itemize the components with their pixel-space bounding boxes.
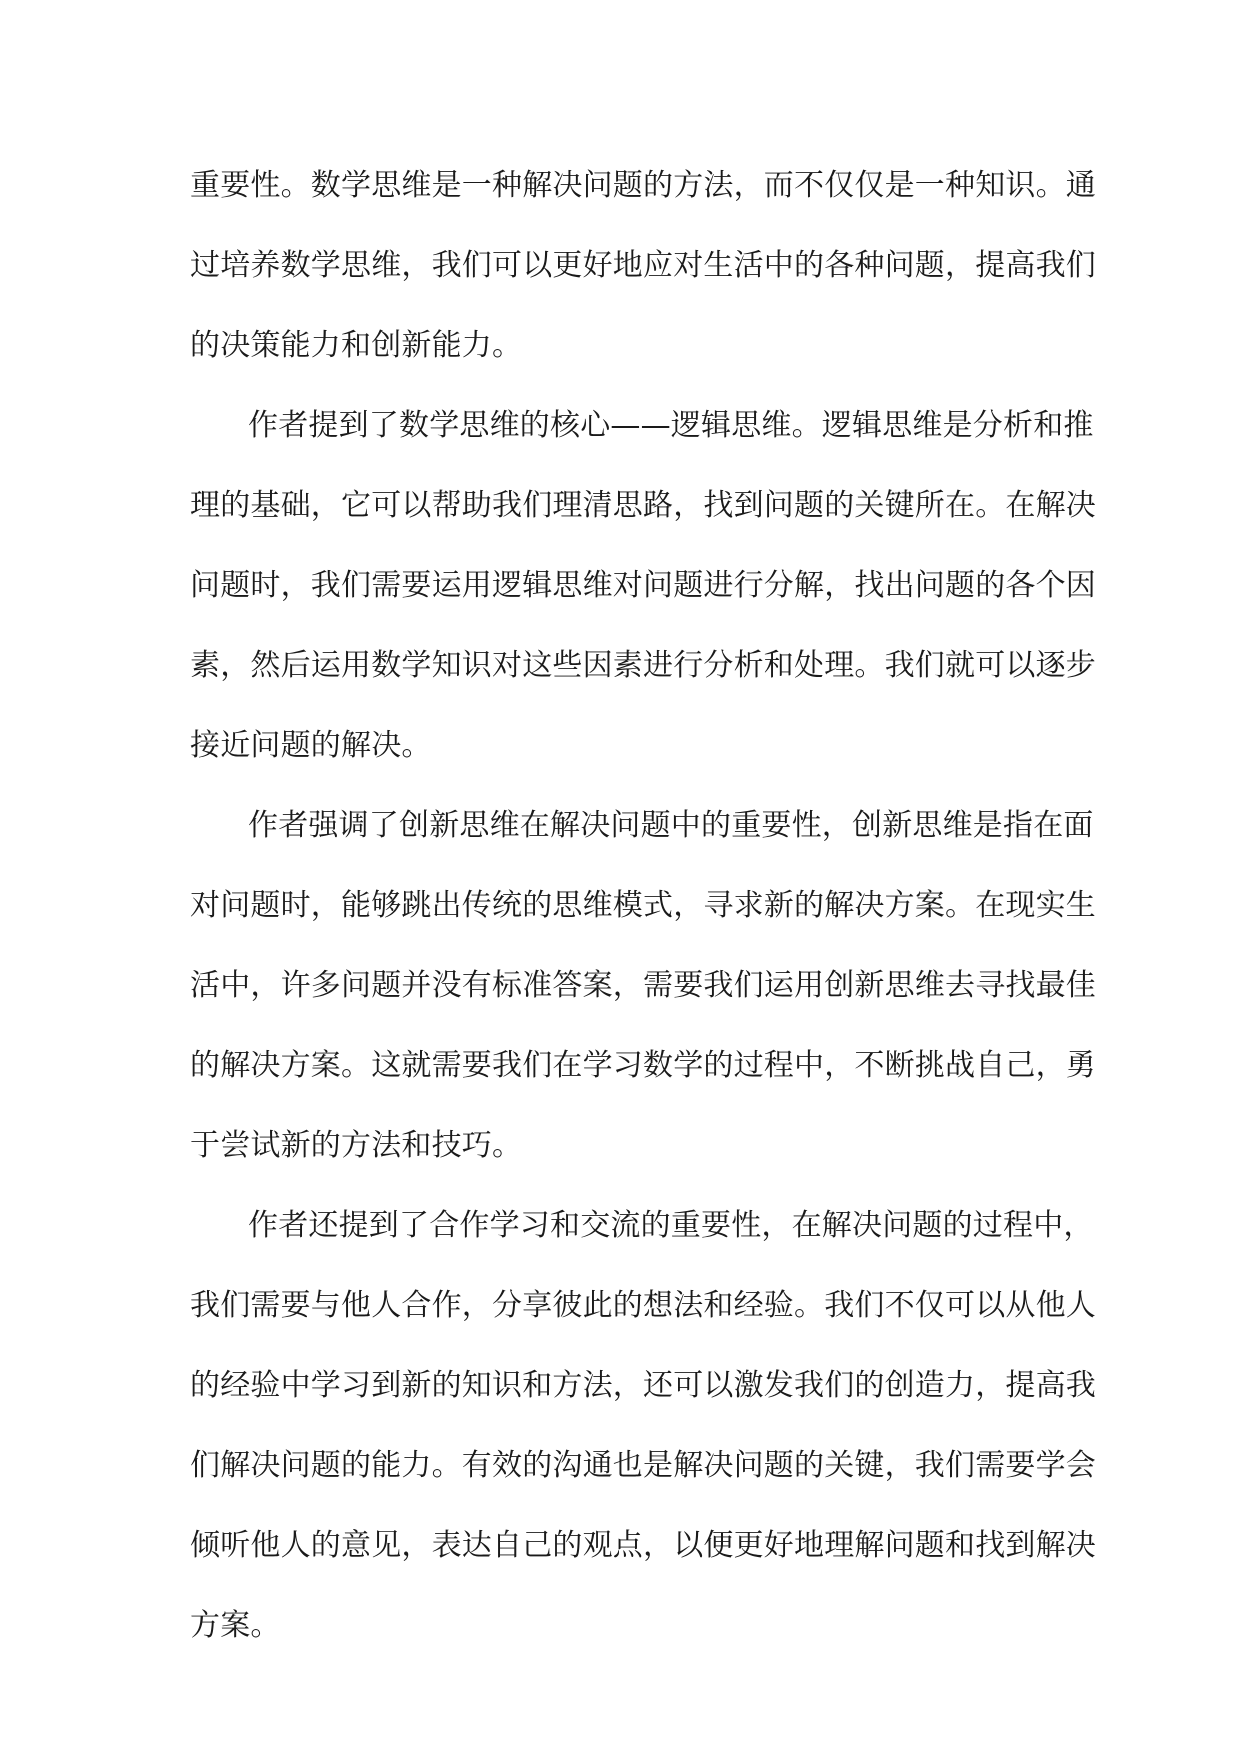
text-line: 接近问题的解决。 <box>190 728 432 763</box>
text-line: 过培养数学思维，我们可以更好地应对生活中的各种问题，提高我们 <box>190 248 1096 283</box>
text-line: 素，然后运用数学知识对这些因素进行分析和处理。我们就可以逐步 <box>190 648 1096 683</box>
text-line: 的决策能力和创新能力。 <box>190 328 523 363</box>
paragraph-first-line: 作者提到了数学思维的核心——逻辑思维。逻辑思维是分析和推 <box>248 408 1094 443</box>
text-line: 们解决问题的能力。有效的沟通也是解决问题的关键，我们需要学会 <box>190 1448 1096 1483</box>
paragraph-first-line: 作者还提到了合作学习和交流的重要性，在解决问题的过程中， <box>248 1208 1094 1243</box>
text-line: 的经验中学习到新的知识和方法，还可以激发我们的创造力，提高我 <box>190 1368 1096 1403</box>
text-line: 对问题时，能够跳出传统的思维模式，寻求新的解决方案。在现实生 <box>190 888 1096 923</box>
text-line: 理的基础，它可以帮助我们理清思路，找到问题的关键所在。在解决 <box>190 488 1096 523</box>
text-line: 我们需要与他人合作，分享彼此的想法和经验。我们不仅可以从他人 <box>190 1288 1096 1323</box>
text-line: 于尝试新的方法和技巧。 <box>190 1128 523 1163</box>
text-line: 方案。 <box>190 1608 281 1643</box>
text-line: 活中，许多问题并没有标准答案，需要我们运用创新思维去寻找最佳 <box>190 968 1096 1003</box>
text-line: 问题时，我们需要运用逻辑思维对问题进行分解，找出问题的各个因 <box>190 568 1096 603</box>
text-line: 重要性。数学思维是一种解决问题的方法，而不仅仅是一种知识。通 <box>190 168 1096 203</box>
paragraph-first-line: 作者强调了创新思维在解决问题中的重要性，创新思维是指在面 <box>248 808 1094 843</box>
body-text <box>190 146 1096 1666</box>
text-line: 的解决方案。这就需要我们在学习数学的过程中，不断挑战自己，勇 <box>190 1048 1096 1083</box>
text-line: 倾听他人的意见，表达自己的观点，以便更好地理解问题和找到解决 <box>190 1528 1096 1563</box>
